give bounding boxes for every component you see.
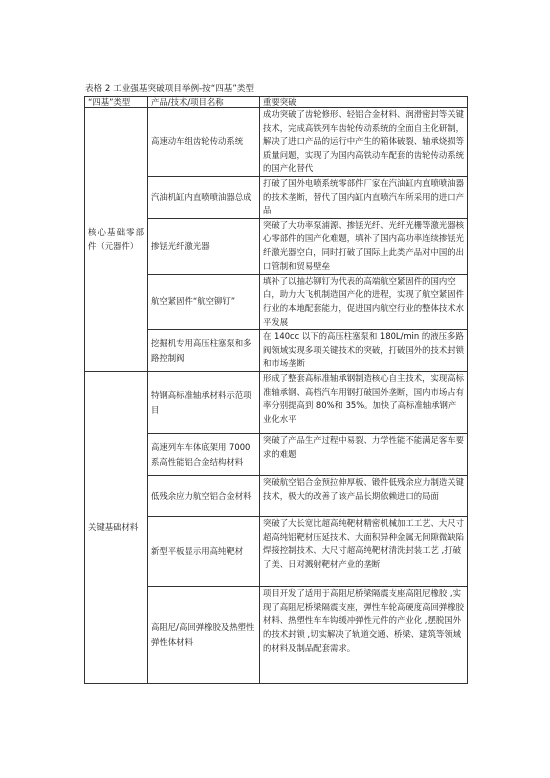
breakthrough-desc: 突破了产品生产过程中易裂、力学性能不能满足客车要求的难题: [260, 434, 468, 476]
product-name: 高速列车车体底架用 7000 系高性能铝合金结构材料: [148, 434, 260, 476]
breakthrough-desc: 突破航空铝合金预拉伸厚板、锻件低残余应力制造关键技术，极大的改善了该产品长期依赖进口的局面: [260, 476, 468, 517]
breakthrough-table: [84, 96, 468, 684]
product-name: 掺铥光纤激光器: [148, 218, 260, 274]
product-name: 汽油机缸内直喷喷油器总成: [148, 176, 260, 218]
breakthrough-desc: 突破了大功率泵浦源、掺铥光纤、光纤光栅等激光器核心零部件的国产化难题，填补了国内高功率连续掺铥光纤激光器空白，同时打破了国际上此类产品对中国的出口管制和贸易壁垒: [260, 218, 468, 274]
breakthrough-desc: 形成了整套高标准轴承钢制造核心自主技术，实现高标准轴承钢、高档汽车用钢打破国外垄断，国内市场占有率分别提高到 80%和 35%。加快了高标准轴承钢产业化水平: [260, 372, 468, 434]
table-row: [85, 372, 468, 434]
table-row: [85, 108, 468, 177]
product-name: 挖掘机专用高压柱塞泵和多路控制阀: [148, 330, 260, 372]
category-cell: 核心基础零部件（元器件）: [85, 108, 148, 372]
breakthrough-desc: 突破了大长宽比超高纯靶材精密机械加工工艺、大尺寸超高纯铝靶材压延技术、大面积异种金属无间隙微缺陷焊接控制技术、大尺寸超高纯靶材清洗封装工艺 ,打破了美、日对溅射靶材产业的垄断: [260, 517, 468, 587]
category-cell: 关键基础材料: [85, 372, 148, 684]
breakthrough-desc: 成功突破了齿轮修形、轻铝合金材料、润滑密封等关键技术，完成高铁列车齿轮传动系统的全面自主化研制，解决了进口产品的运行中产生的箱体破裂、轴承烧损等质量问题，实现了为国内高铁动车配套的齿轮传动系统的国产化替代: [260, 108, 468, 177]
product-name: 高阻尼/高回弹橡胶及热塑性弹性体材料: [148, 587, 260, 684]
product-name: 新型平板显示用高纯靶材: [148, 517, 260, 587]
header-name: 产品/技术/项目名称: [148, 97, 260, 108]
table-caption: 表格 2 工业强基突破项目举例-按“四基”类型: [85, 84, 255, 94]
breakthrough-desc: 在 140cc 以下的高压柱塞泵和 180L/min 的液压多路阀领域实现多项关键技术的突破，打破国外的技术封锁和市场垄断: [260, 330, 468, 372]
product-name: 航空紧固件“航空铆钉”: [148, 274, 260, 329]
product-name: 低残余应力航空铝合金材料: [148, 476, 260, 517]
breakthrough-desc: 打破了国外电喷系统零部件厂家在汽油缸内直喷喷油器的技术垄断，替代了国内缸内直喷汽车所采用的进口产品: [260, 176, 468, 218]
header-breakthrough: 重要突破: [260, 97, 468, 108]
table-header-row: [85, 97, 468, 108]
breakthrough-desc: 项目开发了适用于高阻尼桥梁隔震支座高阻尼橡胶 ,实现了高阻尼桥梁隔震支座，弹性车轮高硬度高回弹橡胶材料、热塑性车车钩缓冲弹性元件的产业化 ,摆脱国外的技术封锁 ,切实解决了轨道交通、桥梁、建筑等领域的材料及制品配套需求。: [260, 587, 468, 684]
product-name: 特钢高标准轴承材料示范项目: [148, 372, 260, 434]
breakthrough-desc: 填补了以抽芯铆钉为代表的高端航空紧固件的国内空白，助力大飞机制造国产化的进程，实现了航空紧固件行业的本地配套能力，促进国内航空行业的整体技术水平发展: [260, 274, 468, 329]
product-name: 高速动车组齿轮传动系统: [148, 108, 260, 177]
header-type: “四基”类型: [85, 97, 148, 108]
